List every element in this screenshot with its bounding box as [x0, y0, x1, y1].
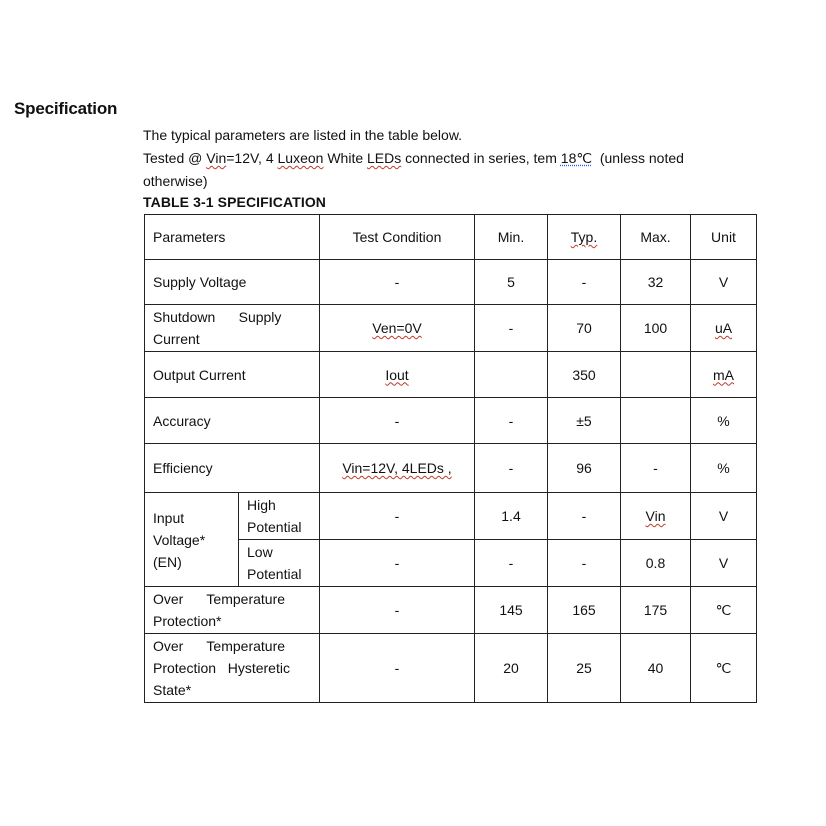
table-row	[145, 493, 757, 540]
cell-condition-text: Iout	[385, 366, 409, 383]
cell-parameter-line: Input	[153, 509, 185, 526]
cell-sub-parameter-line: Potential	[247, 566, 302, 582]
cell-sub-parameter-line: High	[247, 497, 276, 513]
table-header-row	[145, 215, 757, 260]
cell-condition	[320, 352, 475, 398]
cell-parameter: Output Current	[145, 352, 320, 398]
cell-max: 175	[621, 587, 691, 634]
cell-max: 0.8	[621, 540, 691, 587]
intro-line-3: otherwise)	[143, 173, 208, 189]
intro-text: Tested @	[143, 150, 207, 166]
header-unit: Unit	[691, 215, 757, 260]
cell-parameter-line: Shutdown Supply	[153, 309, 282, 325]
cell-min: 1.4	[475, 493, 548, 540]
cell-unit: V	[691, 260, 757, 305]
cell-parameter	[145, 634, 320, 703]
intro-line-1: The typical parameters are listed in the table below.	[143, 127, 463, 143]
cell-max	[621, 493, 691, 540]
cell-parameter	[145, 493, 239, 587]
cell-unit-text: mA	[713, 366, 734, 383]
intro-text: (unless noted	[592, 150, 684, 166]
cell-typ: -	[548, 493, 621, 540]
cell-condition	[320, 305, 475, 352]
header-parameters: Parameters	[145, 215, 320, 260]
cell-condition: -	[320, 587, 475, 634]
cell-min: -	[475, 444, 548, 493]
cell-max-text: Vin	[645, 508, 666, 524]
cell-condition: -	[320, 493, 475, 540]
table-row	[145, 398, 757, 444]
intro-line-2	[143, 147, 763, 170]
cell-max: 32	[621, 260, 691, 305]
cell-unit: ℃	[691, 634, 757, 703]
cell-min: -	[475, 540, 548, 587]
cell-sub-parameter-line: Low	[247, 544, 273, 560]
table-row	[145, 587, 757, 634]
cell-parameter-line: (EN)	[153, 553, 182, 570]
cell-max: 40	[621, 634, 691, 703]
cell-max	[621, 398, 691, 444]
spellcheck-word: Vin	[206, 150, 227, 166]
cell-parameter	[145, 305, 320, 352]
table-row	[145, 305, 757, 352]
intro-paragraph	[143, 124, 763, 193]
cell-max: 100	[621, 305, 691, 352]
cell-condition: -	[320, 398, 475, 444]
cell-typ: 350	[548, 352, 621, 398]
cell-unit: %	[691, 444, 757, 493]
cell-typ: -	[548, 540, 621, 587]
cell-max	[621, 352, 691, 398]
cell-min: -	[475, 398, 548, 444]
cell-unit: ℃	[691, 587, 757, 634]
grammar-word: 18℃	[560, 150, 593, 166]
intro-text: connected in series, tem	[401, 150, 561, 166]
cell-typ: 96	[548, 444, 621, 493]
cell-unit	[691, 305, 757, 352]
cell-condition	[320, 444, 475, 493]
header-typ	[548, 215, 621, 260]
cell-parameter: Supply Voltage	[145, 260, 320, 305]
cell-unit: V	[691, 540, 757, 587]
cell-parameter-line: Protection Hysteretic	[153, 660, 290, 676]
cell-condition: -	[320, 634, 475, 703]
cell-unit: V	[691, 493, 757, 540]
cell-parameter-line: Over Temperature	[153, 591, 286, 607]
cell-condition: -	[320, 260, 475, 305]
table-row	[145, 634, 757, 703]
table-title: TABLE 3-1 SPECIFICATION	[143, 194, 327, 210]
cell-min	[475, 352, 548, 398]
intro-text: =12V, 4	[226, 150, 278, 166]
cell-parameter	[145, 587, 320, 634]
cell-condition: -	[320, 540, 475, 587]
cell-parameter: Efficiency	[145, 444, 320, 493]
cell-typ: 25	[548, 634, 621, 703]
cell-min: 5	[475, 260, 548, 305]
table-row	[145, 444, 757, 493]
cell-max: -	[621, 444, 691, 493]
cell-unit: %	[691, 398, 757, 444]
table-row	[145, 260, 757, 305]
cell-parameter-line: State*	[153, 682, 192, 698]
cell-parameter-line: Protection*	[153, 613, 222, 629]
cell-min: 20	[475, 634, 548, 703]
cell-typ: ±5	[548, 398, 621, 444]
header-typ-text: Typ.	[570, 229, 598, 245]
cell-sub-parameter	[239, 540, 320, 587]
cell-sub-parameter	[239, 493, 320, 540]
cell-condition-text: Ven=0V	[372, 320, 422, 336]
cell-min: -	[475, 305, 548, 352]
cell-typ: 165	[548, 587, 621, 634]
cell-unit-text: uA	[714, 320, 733, 336]
cell-typ: -	[548, 260, 621, 305]
spellcheck-word: Luxeon	[277, 150, 324, 166]
specification-table	[144, 214, 757, 703]
cell-parameter: Accuracy	[145, 398, 320, 444]
cell-sub-parameter-line: Potential	[247, 519, 302, 535]
cell-parameter-line: Over Temperature	[153, 638, 286, 654]
intro-text: White	[323, 150, 368, 166]
header-test-condition: Test Condition	[320, 215, 475, 260]
cell-parameter-line: Current	[153, 331, 200, 347]
header-max: Max.	[621, 215, 691, 260]
section-heading: Specification	[14, 99, 118, 118]
table-row	[145, 352, 757, 398]
cell-parameter-line: Voltage*	[153, 531, 206, 548]
cell-condition-text: Vin=12V, 4LEDs ,	[342, 460, 452, 476]
cell-min: 145	[475, 587, 548, 634]
cell-unit	[691, 352, 757, 398]
cell-typ: 70	[548, 305, 621, 352]
header-min: Min.	[475, 215, 548, 260]
spellcheck-word: LEDs	[367, 150, 402, 166]
